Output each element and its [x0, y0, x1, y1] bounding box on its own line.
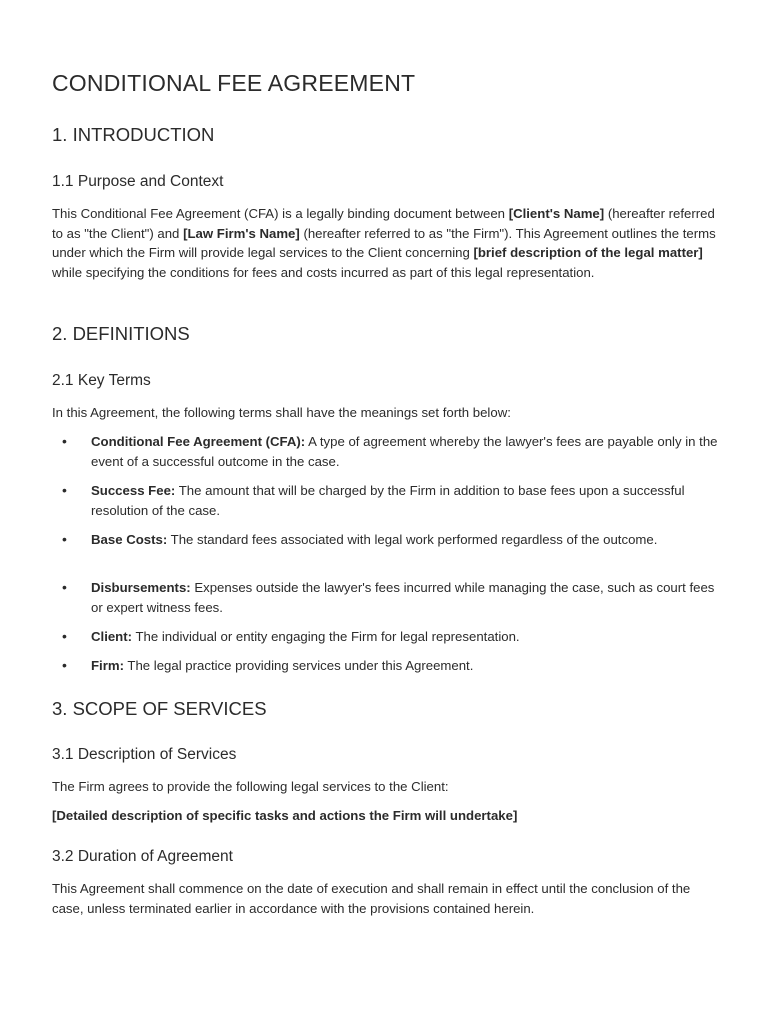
legal-matter-placeholder: [brief description of the legal matter]: [473, 245, 703, 260]
bullet-icon: •: [62, 531, 67, 547]
definition-term: Success Fee:: [91, 483, 176, 498]
definition-description: The legal practice providing services under this Agreement.: [123, 658, 474, 673]
purpose-paragraph: This Conditional Fee Agreement (CFA) is a legally binding document between [Client's Name] (hereafter referred to as "the Client") and [Law Firm's Name] (hereafter referred to as "the Firm"). This Agreement outlines the terms under which the Firm will provide legal services to the Client concerning [brief description of the legal matter] while specifying the conditions for fees and costs incurred as part of this legal representation.: [52, 206, 716, 280]
subsection-heading-description-of-services: 3.1 Description of Services: [52, 746, 237, 763]
bullet-icon: •: [62, 482, 67, 498]
bullet-icon: •: [62, 628, 67, 644]
client-name-placeholder: [Client's Name]: [508, 206, 605, 221]
duration-paragraph: This Agreement shall commence on the date of execution and shall remain in effect until the conclusion of the case, unless terminated earlier in accordance with the provisions contained herein.: [52, 881, 691, 916]
definition-description: Expenses outside the lawyer's fees incurred while managing the case, such as court fees or expert witness fees.: [91, 580, 715, 615]
definition-description: The standard fees associated with legal work performed regardless of the outcome.: [167, 532, 658, 547]
definition-term: Client:: [91, 629, 133, 644]
subsection-heading-purpose: 1.1 Purpose and Context: [52, 173, 224, 190]
subsection-heading-duration: 3.2 Duration of Agreement: [52, 848, 233, 865]
services-placeholder-text: [Detailed description of specific tasks and actions the Firm will undertake]: [52, 808, 518, 823]
definition-description: The individual or entity engaging the Firm for legal representation.: [132, 629, 520, 644]
definition-term: Base Costs:: [91, 532, 168, 547]
subsection-heading-key-terms: 2.1 Key Terms: [52, 372, 151, 389]
definitions-intro: In this Agreement, the following terms shall have the meanings set forth below:: [52, 405, 511, 420]
services-intro: The Firm agrees to provide the following legal services to the Client:: [52, 779, 449, 794]
section-heading-introduction: 1. INTRODUCTION: [52, 124, 215, 145]
document-title: CONDITIONAL FEE AGREEMENT: [52, 70, 416, 96]
definition-term: Disbursements:: [91, 580, 191, 595]
section-heading-scope: 3. SCOPE OF SERVICES: [52, 698, 267, 719]
definition-description: A type of agreement whereby the lawyer's fees are payable only in the event of a successful outcome in the case.: [91, 434, 718, 469]
definition-term: Conditional Fee Agreement (CFA):: [91, 434, 306, 449]
bullet-icon: •: [62, 657, 67, 673]
law-firm-name-placeholder: [Law Firm's Name]: [183, 225, 300, 241]
definition-description: The amount that will be charged by the Firm in addition to base fees upon a successful resolution of the case.: [91, 483, 685, 518]
services-placeholder: [52, 806, 720, 826]
section-heading-definitions: 2. DEFINITIONS: [52, 323, 190, 344]
definition-term: Firm:: [91, 658, 124, 673]
bullet-icon: •: [62, 579, 67, 595]
bullet-icon: •: [62, 433, 67, 449]
